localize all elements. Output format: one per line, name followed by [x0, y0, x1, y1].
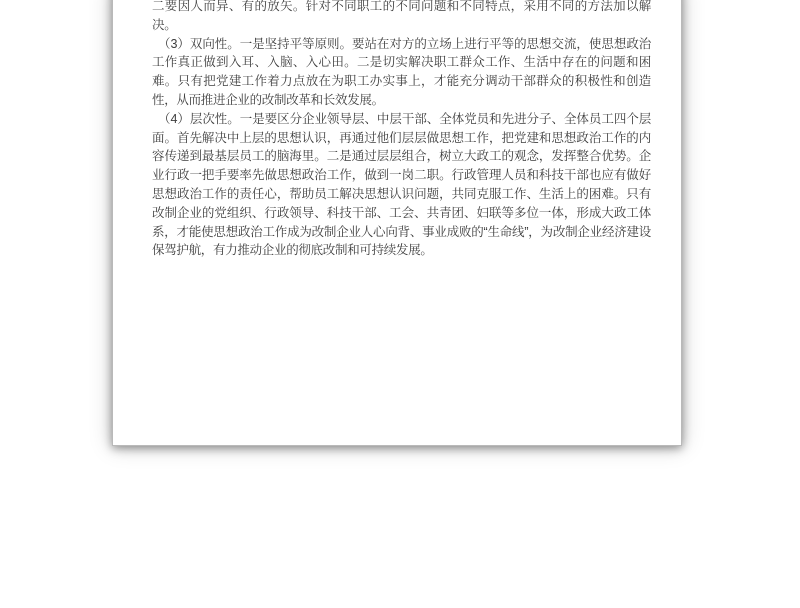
document-page — [112, 0, 682, 446]
document-paragraph: （3）双向性。一是坚持平等原则。要站在对方的立场上进行平等的思想交流，使思想政治工作真正做到入耳、入脑、入心田。二是切实解决职工群众工作、生活中存在的问题和困难。只有把党建工作着力点放在为职工办实事上，才能充分调动干部群众的积极性和创造性，从而推进企业的改制改革和长效发展。 — [152, 36, 651, 107]
document-paragraph: 二要因人而异、有的放矢。针对不同职工的不同问题和不同特点，采用不同的方法加以解决。 — [152, 0, 651, 32]
document-paragraph: （4）层次性。一是要区分企业领导层、中层干部、全体党员和先进分子、全体员工四个层面。首先解决中上层的思想认识，再通过他们层层做思想工作，把党建和思想政治工作的内容传递到最基层员工的脑海里。二是通过层层组合，树立大政工的观念，发挥整合优势。企业行政一把手要率先做思想政治工作，做到一岗二职。行政管理人员和科技干部也应有做好思想政治工作的责任心，帮助员工解决思想认识问题，共同克服工作、生活上的困难。只有改制企业的党组织、行政领导、科技干部、工会、共青团、妇联等多位一体，形成大政工体系，才能使思想政治工作成为改制企业人心向背、事业成败的“生命线”，为改制企业经济建设保驾护航，有力推动企业的彻底改制和可持续发展。 — [152, 111, 651, 258]
document-text-block — [113, 0, 681, 260]
